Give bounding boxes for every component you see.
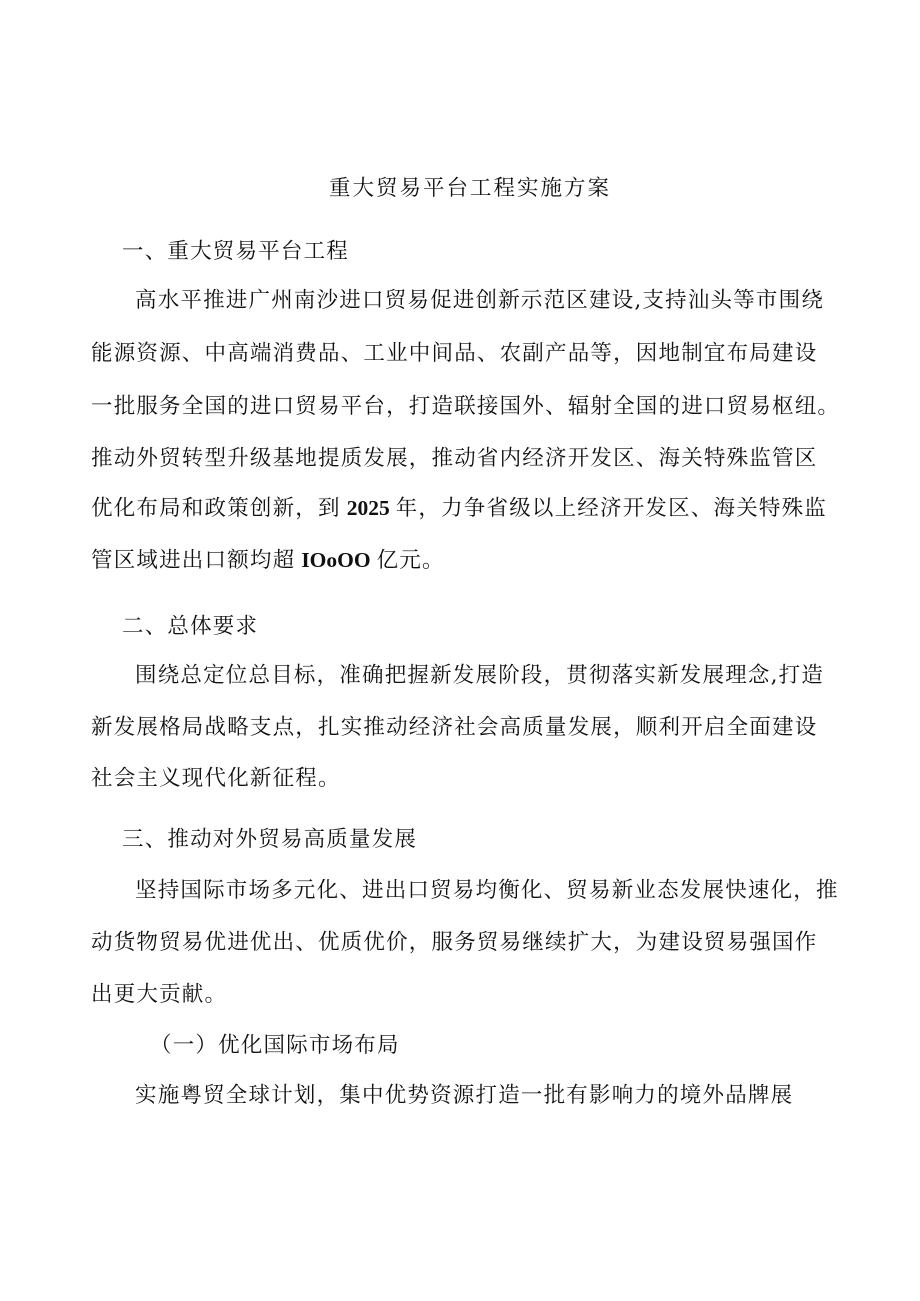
- paragraph-line: 动货物贸易优进优出、优质优价，服务贸易继续扩大，为建设贸易强国作: [91, 930, 818, 955]
- paragraph-line: 高水平推进广州南沙进口贸易促进创新示范区建设,支持汕头等市围绕: [135, 288, 825, 313]
- year-value: 2025: [346, 496, 390, 520]
- paragraph-line: 能源资源、中高端消费品、工业中间品、农副产品等，因地制宜布局建设: [91, 341, 818, 366]
- paragraph-line: 出更大贡献。: [91, 982, 228, 1007]
- section-heading: 二、总体要求: [122, 614, 259, 639]
- section-heading: 一、重大贸易平台工程: [122, 239, 350, 264]
- paragraph-line: 一批服务全国的进口贸易平台，打造联接国外、辐射全国的进口贸易枢纽。: [91, 394, 841, 419]
- paragraph-line: 坚持国际市场多元化、进出口贸易均衡化、贸易新业态发展快速化，推: [135, 878, 839, 903]
- paragraph-text: 年，力争省级以上经济开发区、海关特殊监: [395, 496, 828, 521]
- subsection-heading: （一）优化国际市场布局: [150, 1033, 400, 1058]
- paragraph-line: 实施粤贸全球计划，集中优势资源打造一批有影响力的境外品牌展: [135, 1083, 794, 1108]
- paragraph-line: 社会主义现代化新征程。: [91, 766, 341, 791]
- paragraph-line: 围绕总定位总目标，准确把握新发展阶段，贯彻落实新发展理念,打造: [135, 663, 825, 688]
- document-title: 重大贸易平台工程实施方案: [329, 176, 612, 201]
- paragraph-line: 新发展格局战略支点，扎实推动经济社会高质量发展，顺利开启全面建设: [91, 715, 818, 740]
- paragraph-line: [91, 545, 445, 576]
- paragraph-text: 亿元。: [376, 548, 445, 573]
- paragraph-line: 推动外贸转型升级基地提质发展，推动省内经济开发区、海关特殊监管区: [91, 446, 818, 471]
- amount-value: IOoOO: [301, 548, 371, 572]
- paragraph-line: [91, 493, 827, 524]
- section-heading: 三、推动对外贸易高质量发展: [122, 827, 418, 852]
- paragraph-text: 管区域进出口额均超: [91, 548, 296, 573]
- paragraph-text: 优化布局和政策创新，到: [91, 496, 341, 521]
